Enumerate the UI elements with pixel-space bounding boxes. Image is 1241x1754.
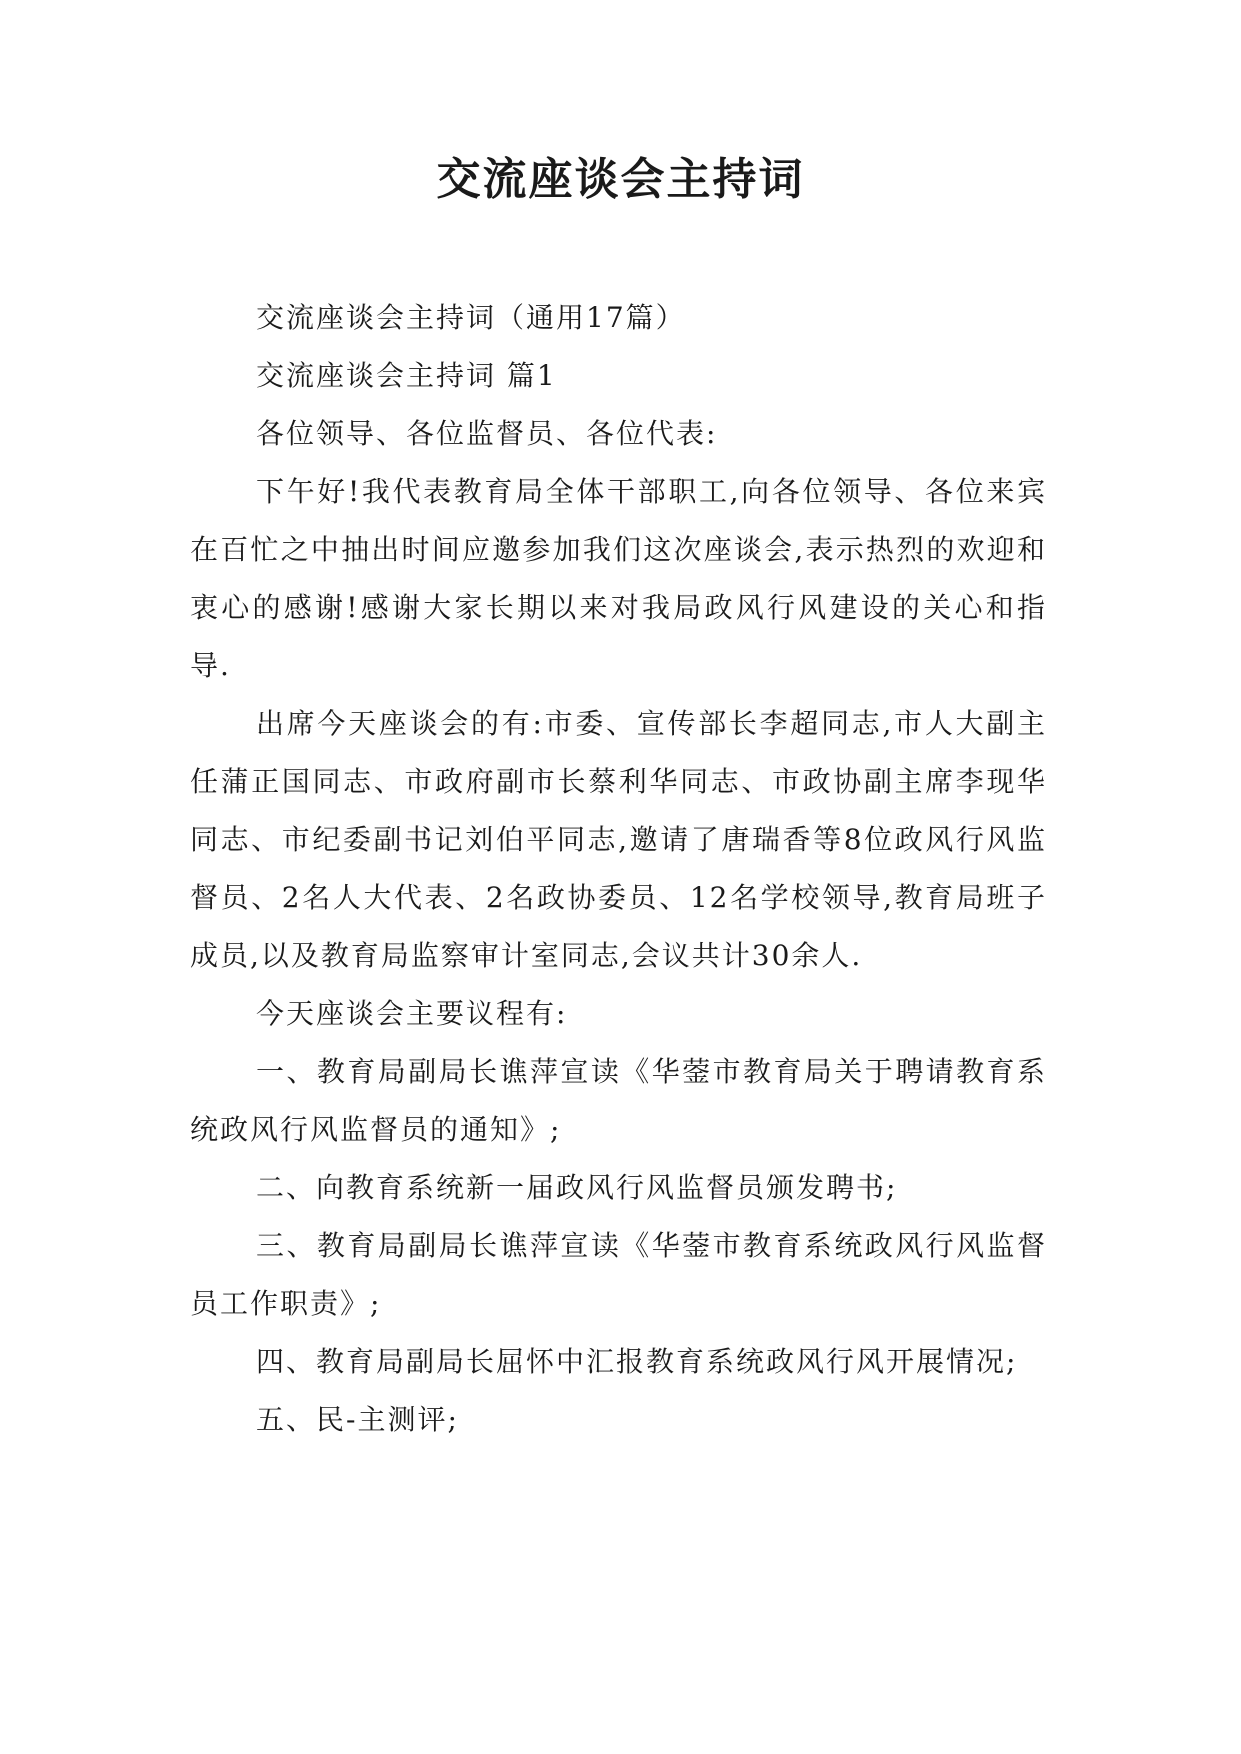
paragraph-salutation: 各位领导、各位监督员、各位代表: bbox=[256, 417, 718, 450]
paragraph-agenda-item-1: 一、教育局副局长谯萍宣读《华蓥市教育局关于聘请教育系统政风行风监督员的通知》; bbox=[190, 1055, 1047, 1146]
paragraph-agenda-item-5: 五、民-主测评; bbox=[256, 1403, 459, 1436]
paragraph-attendees: 出席今天座谈会的有:市委、宣传部长李超同志,市人大副主任蒲正国同志、市政府副市长蔡利华同志、市政协副主席李现华同志、市纪委副书记刘伯平同志,邀请了唐瑞香等8位政风行风监督员、2名人大代表、2名政协委员、12名学校领导,教育局班子成员,以及教育局监察审计室同志,会议共计30余人. bbox=[190, 707, 1047, 972]
paragraph-agenda-item-3: 三、教育局副局长谯萍宣读《华蓥市教育系统政风行风监督员工作职责》; bbox=[190, 1229, 1047, 1320]
paragraph-section-heading: 交流座谈会主持词 篇1 bbox=[256, 359, 557, 392]
paragraph-agenda-item-4: 四、教育局副局长屈怀中汇报教育系统政风行风开展情况; bbox=[256, 1345, 1018, 1378]
paragraph-agenda-item-2: 二、向教育系统新一届政风行风监督员颁发聘书; bbox=[256, 1171, 898, 1204]
document-title: 交流座谈会主持词 bbox=[436, 154, 805, 205]
paragraph-agenda-intro: 今天座谈会主要议程有: bbox=[256, 997, 568, 1030]
paragraph-subtitle: 交流座谈会主持词（通用17篇） bbox=[256, 301, 686, 334]
paragraph-greeting: 下午好!我代表教育局全体干部职工,向各位领导、各位来宾在百忙之中抽出时间应邀参加我们这次座谈会,表示热烈的欢迎和衷心的感谢!感谢大家长期以来对我局政风行风建设的关心和指导. bbox=[190, 475, 1047, 682]
document-body bbox=[190, 289, 1047, 1449]
